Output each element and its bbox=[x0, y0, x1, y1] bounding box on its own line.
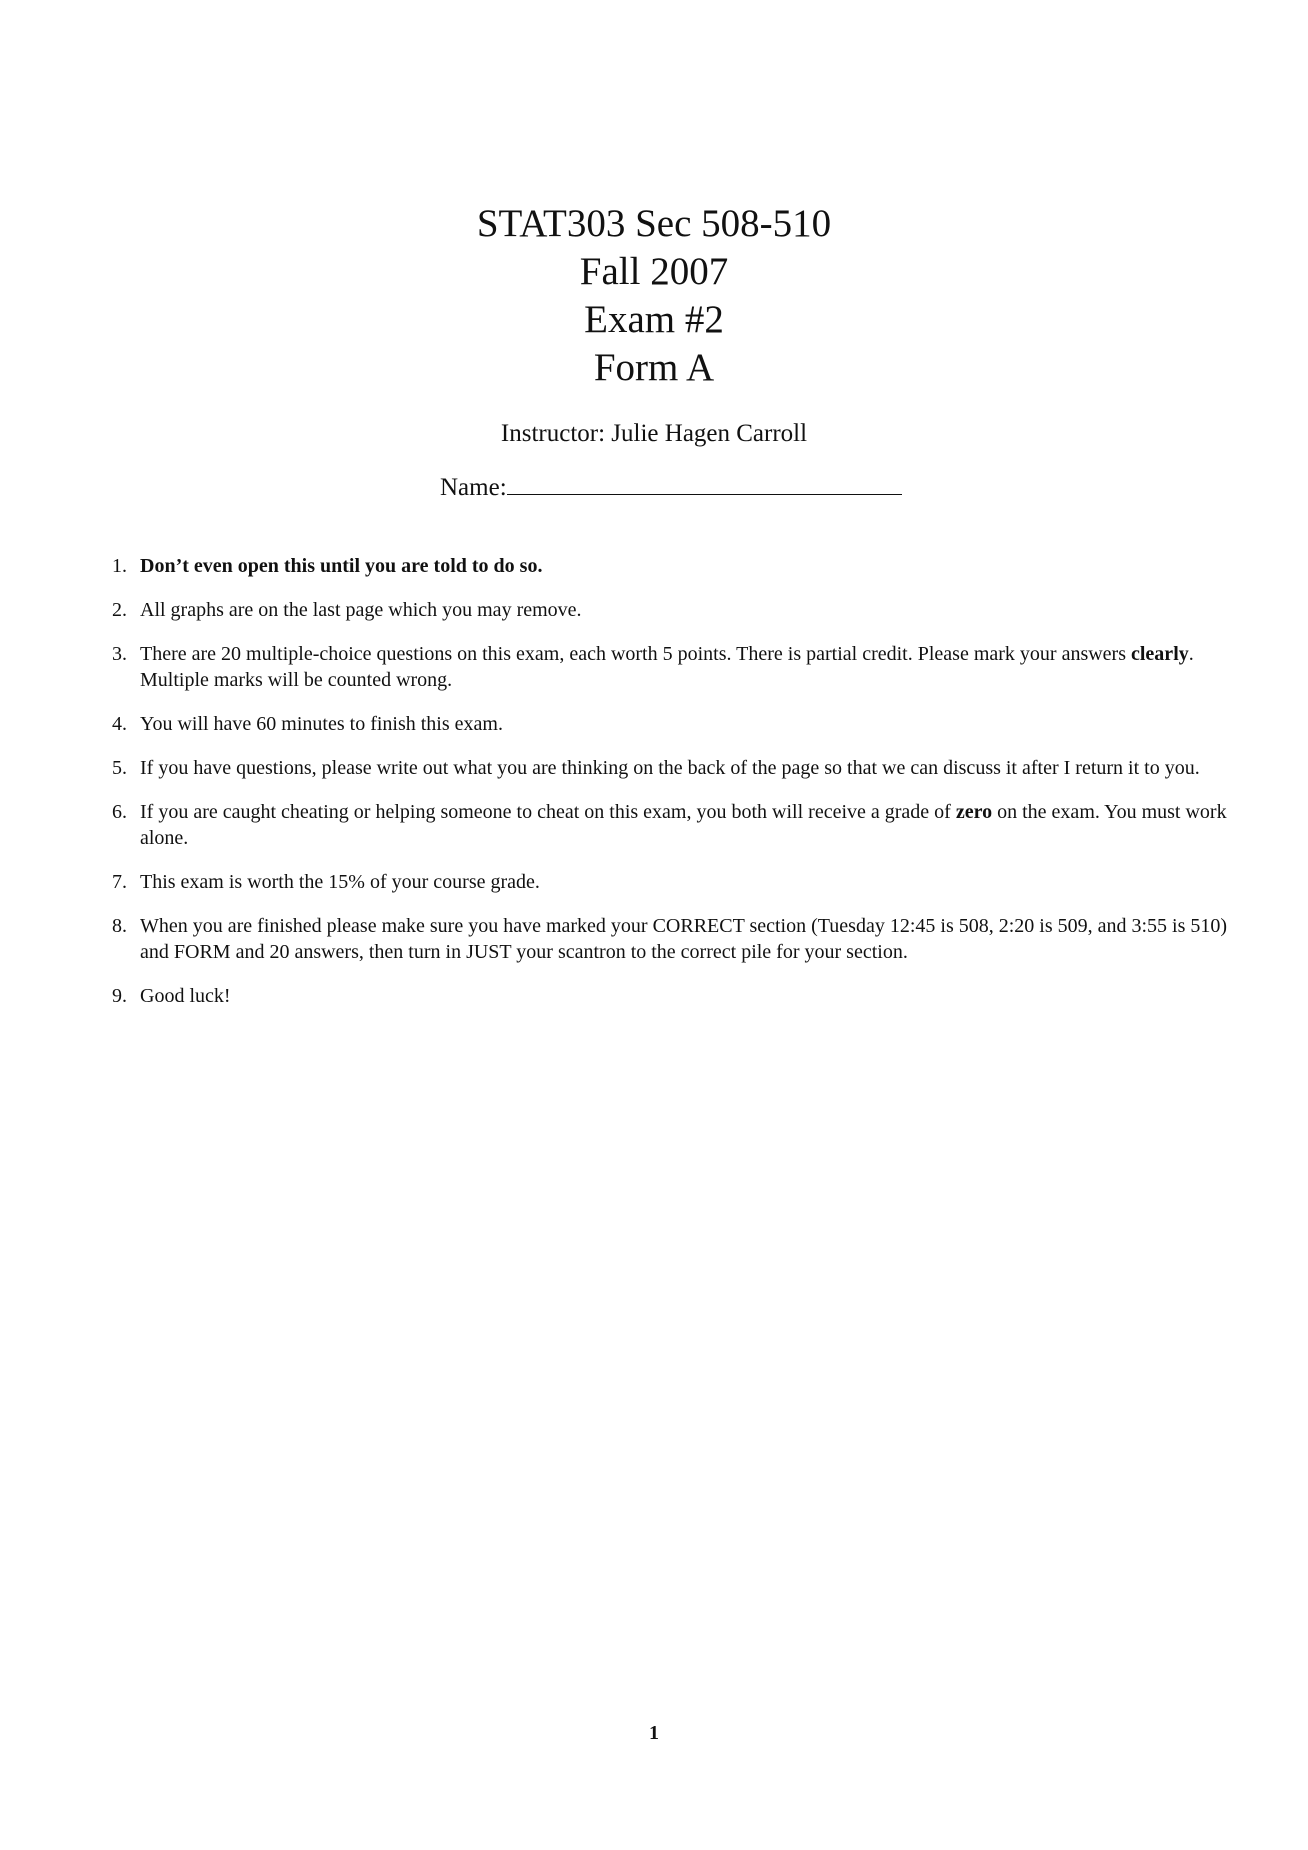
instruction-text: If you have questions, please write out what you are thinking on the back of the page so that we can discuss it after I return it to you. bbox=[140, 757, 1200, 779]
instruction-text: All graphs are on the last page which you may remove. bbox=[140, 599, 582, 621]
instructor-line: Instructor: Julie Hagen Carroll bbox=[500, 420, 808, 447]
exam-title: Exam #2 bbox=[584, 298, 724, 341]
name-field-row bbox=[440, 468, 902, 504]
instruction-number: 7. bbox=[112, 871, 127, 893]
instruction-text: Don’t even open this until you are told to do so. bbox=[140, 555, 543, 577]
instruction-item bbox=[108, 641, 1258, 693]
course-title: STAT303 Sec 508-510 bbox=[476, 202, 832, 245]
instruction-text-after: on the exam. You must work alone. bbox=[140, 801, 1227, 849]
title-block bbox=[0, 200, 1308, 392]
instructions-list bbox=[108, 553, 1258, 1027]
name-label: Name: bbox=[440, 474, 507, 501]
instruction-emphasis: zero bbox=[955, 801, 993, 823]
instruction-text: This exam is worth the 15% of your course grade. bbox=[140, 871, 540, 893]
instruction-text-before: If you are caught cheating or helping someone to cheat on this exam, you both will receive a grade of bbox=[140, 801, 956, 823]
instruction-number: 2. bbox=[112, 599, 127, 621]
term-title: Fall 2007 bbox=[579, 250, 729, 293]
instruction-text: When you are finished please make sure you have marked your CORRECT section (Tuesday 12:45 is 508, 2:20 is 509, and 3:55 is 510) and FORM and 20 answers, then turn in JUST your scantron to the correct pile for your section. bbox=[140, 915, 1228, 963]
instruction-item bbox=[108, 711, 1258, 737]
instruction-item bbox=[108, 553, 1258, 579]
instruction-text: Good luck! bbox=[140, 985, 231, 1007]
instruction-text-before: There are 20 multiple-choice questions on this exam, each worth 5 points. There is partial credit. Please mark your answers bbox=[140, 643, 1131, 665]
instruction-item bbox=[108, 983, 1258, 1009]
instruction-item bbox=[108, 799, 1258, 851]
instruction-item bbox=[108, 869, 1258, 895]
page-number: 1 bbox=[649, 1722, 659, 1744]
instruction-number: 3. bbox=[112, 643, 127, 665]
instruction-number: 5. bbox=[112, 757, 127, 779]
instruction-item bbox=[108, 755, 1258, 781]
instruction-number: 9. bbox=[112, 985, 127, 1007]
instruction-emphasis: clearly bbox=[1131, 643, 1189, 665]
instruction-item bbox=[108, 913, 1258, 965]
form-title: Form A bbox=[593, 346, 715, 389]
instruction-item bbox=[108, 597, 1258, 623]
name-blank-line[interactable] bbox=[507, 468, 902, 495]
instruction-text-after: . Multiple marks will be counted wrong. bbox=[140, 643, 1194, 691]
instruction-number: 8. bbox=[112, 915, 127, 937]
instruction-number: 4. bbox=[112, 713, 127, 735]
instruction-number: 1. bbox=[112, 555, 127, 577]
instruction-text: You will have 60 minutes to finish this exam. bbox=[140, 713, 503, 735]
instruction-number: 6. bbox=[112, 801, 127, 823]
